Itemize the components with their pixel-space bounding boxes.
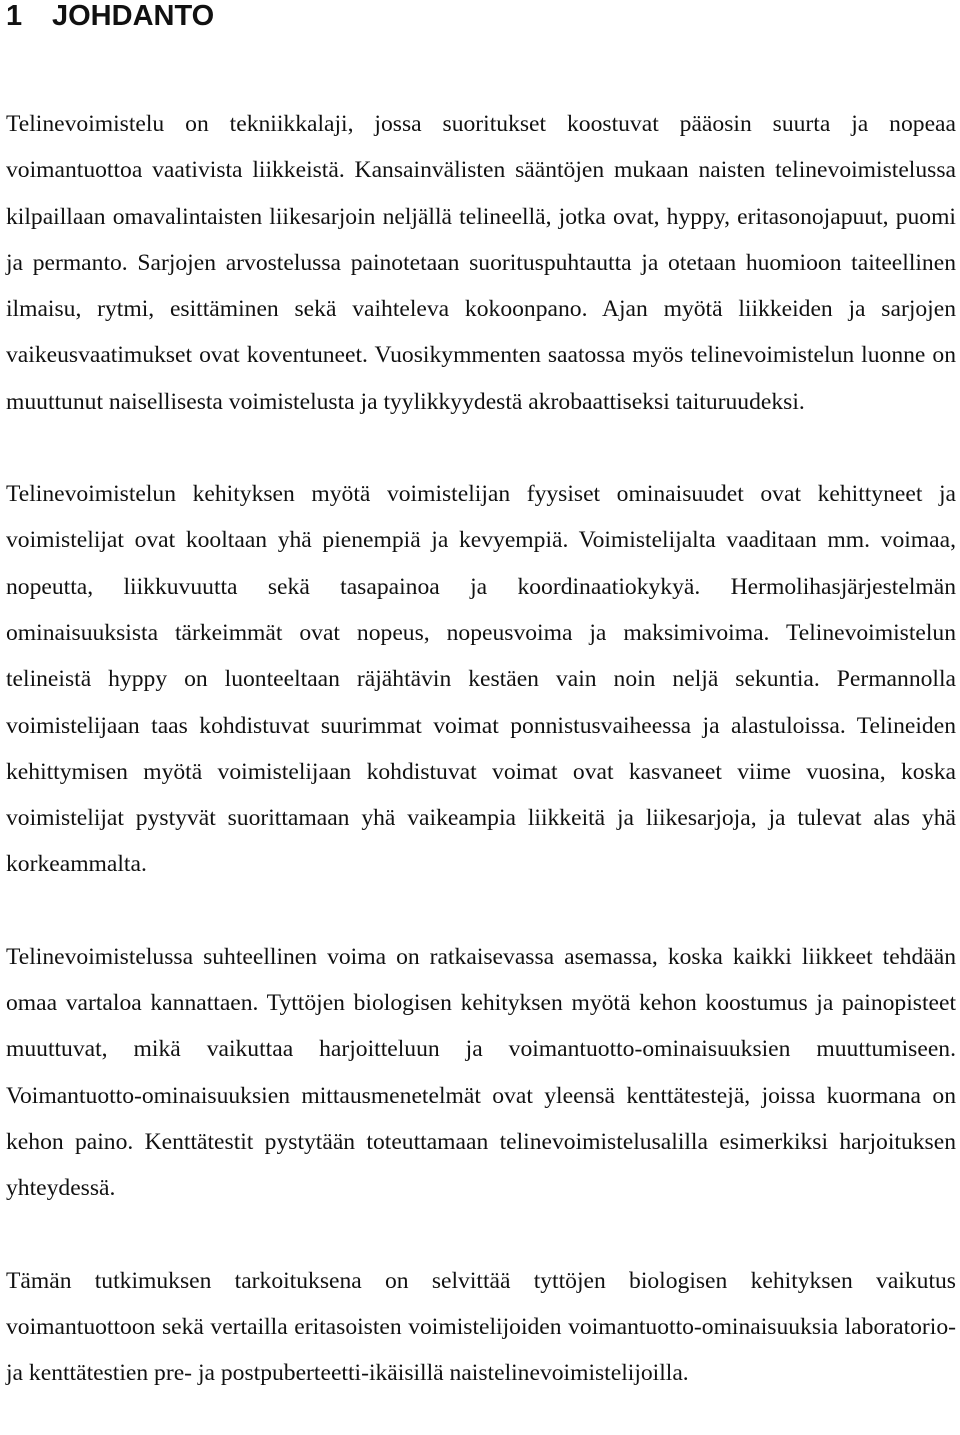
document-page xyxy=(6,0,956,1396)
section-title: JOHDANTO xyxy=(52,0,215,32)
paragraph-1: Telinevoimistelu on tekniikkalaji, jossa suoritukset koostuvat pääosin suurta ja nopeaa voimantuottoa vaativista liikkeistä. Kansainvälisten sääntöjen mukaan naisten telinevoimistelussa kilpaillaan omavalintaisten liikesarjoin neljällä telineellä, jotka ovat, hyppy, eritasonojapuut, puomi ja permanto. Sarjojen arvostelussa painotetaan suorituspuhtautta ja otetaan huomioon taiteellinen ilmaisu, rytmi, esittäminen sekä vaihteleva kokoonpano. Ajan myötä liikkeiden ja sarjojen vaikeusvaatimukset ovat koventuneet. Vuosikymmenten saatossa myös telinevoimistelun luonne on muuttunut naisellisesta voimistelusta ja tyylikkyydestä akrobaattiseksi taituruudeksi. xyxy=(6,111,956,415)
section-number: 1 xyxy=(6,0,23,32)
section-heading xyxy=(6,0,956,32)
paragraph-4: Tämän tutkimuksen tarkoituksena on selvittää tyttöjen biologisen kehityksen vaikutus voimantuottoon sekä vertailla eritasoisten voimistelijoiden voimantuotto-ominaisuuksia laboratorio- ja kenttätestien pre- ja postpuberteetti-ikäisillä naistelinevoimistelijoilla. xyxy=(6,1267,956,1387)
paragraph-2: Telinevoimistelun kehityksen myötä voimistelijan fyysiset ominaisuudet ovat kehittyneet ja voimistelijat ovat kooltaan yhä pienempiä ja kevyempiä. Voimistelijalta vaaditaan mm. voimaa, nopeutta, liikkuvuutta sekä tasapainoa ja koordinaatiokykyä. Hermolihasjärjestelmän ominaisuuksista tärkeimmät ovat nopeus, nopeusvoima ja maksimivoima. Telinevoimistelun telineistä hyppy on luonteeltaan räjähtävin kestäen vain noin neljä sekuntia. Permannolla voimistelijaan taas kohdistuvat suurimmat voimat ponnistusvaiheessa ja alastuloissa. Telineiden kehittymisen myötä voimistelijaan kohdistuvat voimat ovat kasvaneet viime vuosina, koska voimistelijat pystyvät suorittamaan yhä vaikeampia liikkeitä ja liikesarjoja, ja tulevat alas yhä korkeammalta. xyxy=(6,481,956,878)
paragraph-3: Telinevoimistelussa suhteellinen voima on ratkaisevassa asemassa, koska kaikki liikkeet tehdään omaa vartaloa kannattaen. Tyttöjen biologisen kehityksen myötä kehon koostumus ja painopisteet muuttuvat, mikä vaikuttaa harjoitteluun ja voimantuotto-ominaisuuksien muuttumiseen. Voimantuotto-ominaisuuksien mittausmenetelmät ovat yleensä kenttätestejä, joissa kuormana on kehon paino. Kenttätestit pystytään toteuttamaan telinevoimistelusalilla esimerkiksi harjoituksen yhteydessä. xyxy=(6,943,956,1202)
